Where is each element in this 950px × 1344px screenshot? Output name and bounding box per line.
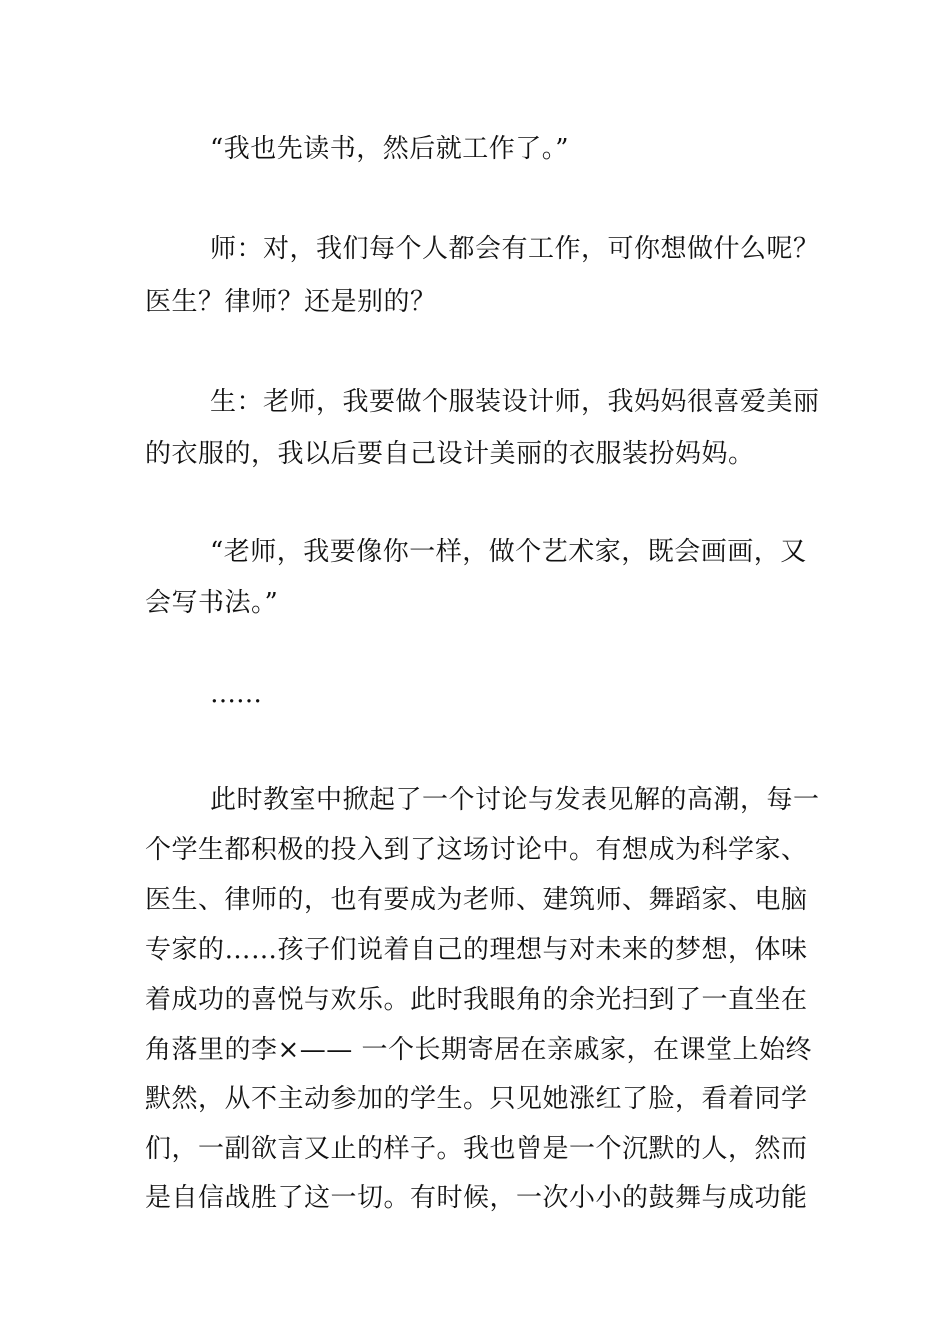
text-line: 着成功的喜悦与欢乐。此时我眼角的余光扫到了一直坐在 xyxy=(145,985,808,1015)
text-line: “我也先读书，然后就工作了。” xyxy=(210,134,570,164)
text-line: 是自信战胜了这一切。有时候，一次小小的鼓舞与成功能 xyxy=(145,1183,808,1213)
ellipsis-line: …… xyxy=(210,679,262,709)
text-line: 的衣服的，我以后要自己设计美丽的衣服装扮妈妈。 xyxy=(145,439,755,469)
text-line: 医生？律师？还是别的？ xyxy=(145,287,437,317)
text-line: 们，一副欲言又止的样子。我也曾是一个沉默的人，然而 xyxy=(145,1134,808,1164)
text-line: 默然，从不主动参加的学生。只见她涨红了脸，看着同学 xyxy=(145,1084,808,1114)
text-line: 生：老师，我要做个服装设计师，我妈妈很喜爱美丽 xyxy=(210,387,820,417)
text-line: “老师，我要像你一样，做个艺术家，既会画画，又 xyxy=(210,537,807,567)
text-line: 此时教室中掀起了一个讨论与发表见解的高潮，每一 xyxy=(210,785,820,815)
text-line: 师：对，我们每个人都会有工作，可你想做什么呢？ xyxy=(210,234,820,264)
text-line: 角落里的李×—— 一个长期寄居在亲戚家，在课堂上始终 xyxy=(145,1035,813,1065)
text-line: 专家的……孩子们说着自己的理想与对未来的梦想，体味 xyxy=(145,935,808,965)
text-line: 个学生都积极的投入到了这场讨论中。有想成为科学家、 xyxy=(145,835,808,865)
text-line: 医生、律师的，也有要成为老师、建筑师、舞蹈家、电脑 xyxy=(145,885,808,915)
text-line: 会写书法。” xyxy=(145,588,279,618)
